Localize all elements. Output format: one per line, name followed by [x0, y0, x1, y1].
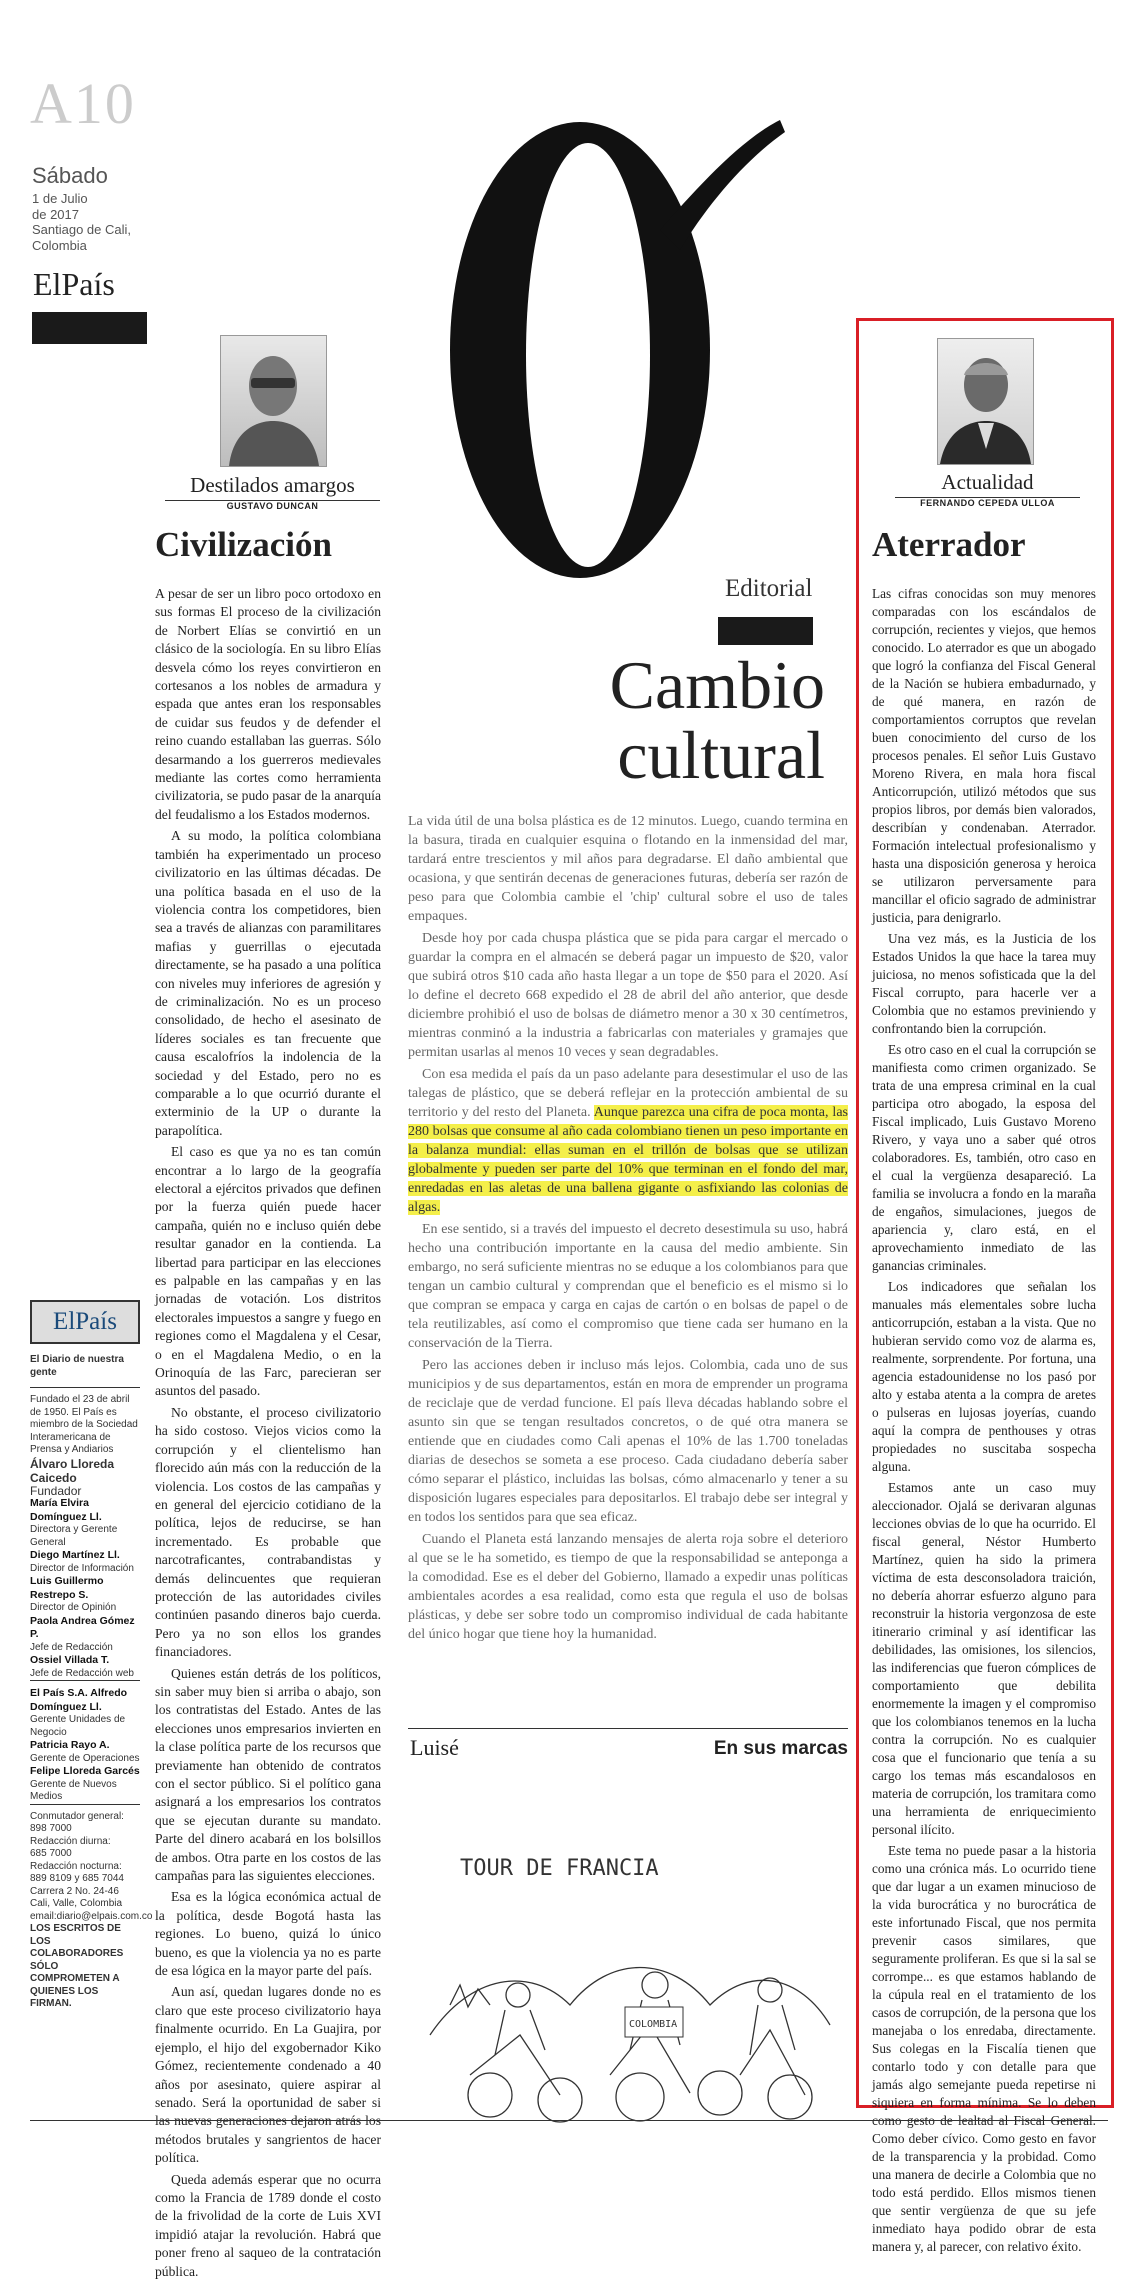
date-line1: 1 de Julio	[32, 191, 88, 206]
founding-line: de 1950. El País es	[30, 1406, 117, 1418]
staff-name: Ossiel Villada T.	[30, 1654, 110, 1666]
contact-line: 685 7000	[30, 1848, 72, 1859]
company-name: Felipe Lloreda Garcés	[30, 1765, 140, 1777]
author-photo-duncan	[220, 335, 327, 467]
paragraph: Aun así, quedan lugares donde no es claro que este proceso civilizatorio haya finalmente ocurrido. En La Guajira, por ejemplo, el hijo del exgobernador Kiko Gómez, recientemente condenado a 40 años por asesinato, quiere aspirar al senado. Será la oportunidad de saber si las nuevas generaciones dejaron atrás los métodos brutales y sangrientos de hacer política.	[155, 1984, 381, 2166]
paragraph: El caso es que ya no es tan común encontrar a lo largo de la geografía electoral a ejércitos privados que definen por la fuerza quién puede hacer campaña, quién no e incluso quién debe resultar ganador en la contienda. La libertad para participar en las elecciones es palpable en las campañas y en las jornadas de votación. Los distritos electorales impuestos a sangre y fuego en regiones como el Magdalena y el Cesar, o en el Magdalena Medio, o en la Orinoquía de las Farc, parecieran ser asuntos del pasado.	[155, 1144, 381, 1399]
company-role: Gerente de Nuevos Medios	[30, 1778, 117, 1802]
founding-line: miembro de la Sociedad	[30, 1419, 138, 1430]
staff-role: Jefe de Redacción	[30, 1641, 113, 1653]
paragraph: En ese sentido, si a través del impuesto el decreto desestimula su uso, habrá hecho una contribución importante en la causa del medio ambiente. Sin embargo, no será suficiente mientras no se eduque a los colombianos para que tengan un cambio cultural y comprendan que el beneficio es el mismo si lo que compran se empaca y carga en cajas de cartón o en bolsas de papel o de tela reutilizables, así como el compromiso que tiene cada ser humano en la conservación de la Tierra.	[408, 1222, 848, 1351]
paragraph: Los indicadores que señalan los manuales más elementales sobre lucha anticorrupción, estaban a la vista. Que no hubieran servido como voz de alarma es, realmente, sorprendente. Por fortuna, una agencia estadounidense no los pasó por alto y estaba atenta a la compra de aretes o pulseras en lujosas joyerías, cuando aquí la compra de penthouses y otras propiedades no suscitaba sospecha alguna.	[872, 1279, 1096, 1474]
staff-role: Directora y Gerente General	[30, 1524, 118, 1548]
cartoon-artist: Luisé	[410, 1735, 459, 1760]
column-name-right: Actualidad	[941, 470, 1034, 494]
sidebar-logo: ElPaís	[30, 1300, 140, 1344]
paragraph: Pero las acciones deben ir incluso más lejos. Colombia, cada uno de sus municipios y de sus departamentos, están en mora de emprender un programa de reciclaje que de verdad funcione. El país lleva décadas hablando sobre el asunto sin que se tengan resultados concretos, o de qué otra manera se entiende que en ciudades como Cali apenas el 10% de las 1.700 toneladas diarias de desechos se someta a ese proceso. Cada ciudadano debería saber cómo separar el plástico, incluidas las bolsas, cómo almacenarlo y tener a su disposición lugares especiales para depositarlos. El trabajo debe ser integral y en todos los sentidos para que sea eficaz.	[408, 1358, 848, 1525]
page-number: A10	[30, 71, 136, 136]
author-left: GUSTAVO DUNCAN	[226, 501, 319, 511]
contact-line: Cali, Valle, Colombia	[30, 1898, 123, 1909]
date-country: Colombia	[32, 237, 87, 253]
founder-name: Álvaro Lloreda Caicedo	[30, 1456, 115, 1485]
paragraph-text: Con esa medida el país da un paso adelante para desestimular el uso de las talegas de plástico, que se deberá reflejar en la protección ambiental de su territorio y del resto del Planeta.	[408, 1067, 848, 1120]
staff-name: María Elvira Domínguez Ll.	[30, 1497, 102, 1523]
cartoon-image	[410, 1775, 848, 2135]
company-role: Gerente de Operaciones	[30, 1752, 140, 1764]
contact-line: 889 8109 y 685 7044	[30, 1873, 124, 1884]
paragraph: A su modo, la política colombiana también ha experimentado un proceso civilizatorio en las últimas décadas. De una política basada en el uso de la violencia contra los competidores, bien sea a través de alianzas con paramilitares mafias y guerrillas o ejecutada directamente, se ha pasado a una política con niveles muy inferiores de agresión y de criminalización. No es un proceso consolidado, de hecho el asesinato de líderes sociales es tan frecuente que causa escalofríos la indolencia de la sociedad y del Estado, pero no es comparable a lo que ocurrió durante el exterminio de la UP o durante la parapolítica.	[155, 828, 381, 1138]
cyclists-cartoon-icon	[410, 1775, 848, 2135]
paragraph: La vida útil de una bolsa plástica es de 12 minutos. Luego, cuando termina en la basura, tirada en cualquier esquina o flotando en la inmensidad del mar, tardará entre trescientos y mil años para degradarse. El daño ambiental que ocasiona, y que sentirán decenas de generaciones futuras, debería ser razón de peso para que Colombia cambie el 'chip' cultural sobre el uso de tales empaques.	[408, 814, 848, 924]
paragraph: Es otro caso en el cual la corrupción se manifiesta como crimen organizado. Se trata de una empresa criminal en la cual participa otro abogado, la esposa del Fiscal implicado, Luis Gustavo Moreno Rivero, y vaya uno a saber qué otros colaboradores. Es, también, otro caso en el cual la vergüenza desapareció. La familia se involucra a fondo en la maraña de engaños, simulaciones, juegos de apariencia y, claro está, en el aprovechamiento inmediato de las ganancias criminales.	[872, 1042, 1096, 1273]
cartoon-title: En sus marcas	[713, 1738, 848, 1759]
paragraph: Queda además esperar que no ocurra como la Francia de 1789 donde el costo de la frivolidad de la corte de Luis XVI impidió atajar la revolución. Habrá que poner freno al saqueo de la contratación pública.	[155, 2171, 381, 2279]
founder	[30, 1457, 140, 1498]
staff-entry	[30, 1575, 140, 1615]
company-entry	[30, 1739, 140, 1765]
company-role: Gerente Unidades de Negocio	[30, 1714, 126, 1738]
page-bottom-rule	[30, 2120, 1108, 2121]
founding-line: Fundado el 23 de abril	[30, 1394, 130, 1405]
o-glyph-svg	[395, 80, 785, 600]
contact-line: Conmutador general:	[30, 1810, 124, 1822]
contact-line: Redacción nocturna:	[30, 1860, 122, 1872]
paragraph: Cuando el Planeta está lanzando mensajes de alerta roja sobre el deterioro al que se le ha sometido, es tiempo de que la responsabilidad se anteponga a la comodidad. Ese es el deber del Gobierno, llamado a expedir unas políticas ambientales acordes a esa realidad, como esta que regula el uso de bolsas plásticas, y debe ser sobre todo un compromiso individual de cada habitante del único hogar que tiene hoy la humanidad.	[408, 1532, 848, 1642]
company-name: El País S.A. Alfredo Domínguez Ll.	[30, 1687, 128, 1713]
staff-name: Luis Guillermo Restrepo S.	[30, 1575, 104, 1601]
author-portrait-icon	[938, 339, 1033, 464]
author-right: FERNANDO CEPEDA ULLOA	[920, 498, 1055, 508]
date-city: Santiago de Cali,	[32, 222, 132, 237]
highlighted-text: Aunque parezca una cifra de poca monta, las 280 bolsas que consume al año cada colombiano tienen un peso importante en la balanza mundial: ellas suman en el trillón de bolsas que se utilizan globalmente y pueden ser parte del 10% que terminan en el fondo del mar, enredadas en las aletas de una ballena gigante o asfixiando las colonias de algas.	[408, 1105, 848, 1215]
paragraph: Este tema no puede pasar a la historia como una crónica más. Lo ocurrido tiene que dar lugar a un examen minucioso de la vida burocrática y no burocrática de este infortunado Fiscal, que nos permita prevenir casos similares, que seguramente proliferan. Es que si la sal se corrompe... es que estamos hablando de la cúpula real en el tratamiento de los casos de corrupción, de la persona que los manejaba o los enredaba, directamente. Sus colegas en la Fiscalía tienen que contarlo todo y con detalle para que jamás algo semejante pueda repetirse ni siquiera en forma mínima. Se lo deben como gesto de lealtad al Fiscal General. Como deber cívico. Como gesto en favor de la transparencia y la probidad. Como una manera de decirle a Colombia que no todo está perdido. Ellos mismos tienen que sentir vergüenza de que su jefe inmediato haya podido obrar de esta manera y, al parecer, con relativo éxito.	[872, 1843, 1096, 2254]
cartoon-rule	[408, 1728, 848, 1729]
date-day: Sábado	[32, 163, 108, 188]
column-name-left: Destilados amargos	[190, 473, 355, 497]
staff-entry	[30, 1497, 140, 1549]
article-body-right	[872, 585, 1096, 2259]
editorial-kicker: Editorial	[725, 575, 813, 602]
staff-entry	[30, 1615, 140, 1655]
sidebar-info	[30, 1300, 153, 2011]
staff-role: Director de Opinión	[30, 1602, 117, 1613]
paragraph: A pesar de ser un libro poco ortodoxo en sus formas El proceso de la civilización de Norbert Elías se convirtió en un clásico de la sociología. En su libro Elías desvela cómo los reyes convirtieron en cortesanos a los nobles de armadura y espada que antes eran los responsables de cuidar sus feudos y de defender el reino cuando estallaban las guerras. Sólo desarmando a los guerreros medievales mediante las cortes como herramienta civilizatoria, se pudo pasar de la anarquía del feudalismo a los Estados modernos.	[155, 586, 381, 822]
founding-line: Prensa y Andiarios	[30, 1444, 114, 1455]
paragraph: Desde hoy por cada chuspa plástica que se pida para cargar el mercado o guardar la compra en el almacén se deberá pagar un impuesto de $20, valor que subirá otros $10 cada año hasta llegar a un tope de $50 para el 2020. Así lo define el decreto 668 expedido el 28 de abril del año anterior, que desde diciembre prohibió el uso de bolsas de diámetro menor a 30 x 30 centímetros, mientras conminó a la industria a fabricarlas con materiales y gramajes que permitan usarlas al menos 10 veces y sean degradables.	[408, 931, 848, 1060]
disclaimer: LOS ESCRITOS DE LOS COLABORADORES SÓLO COMPROMETEN A QUIENES LOS FIRMAN.	[30, 1923, 124, 2009]
paragraph: Esa es la lógica económica actual de la política, desde Bogotá hasta las regiones. Lo bueno, quizá lo único bueno, es que la violencia ya no es parte de esa lógica en la mayor parte del país.	[155, 1889, 381, 1979]
headline-left: Civilización	[155, 525, 332, 564]
section-o-glyph	[395, 80, 785, 600]
paragraph: Las cifras conocidas son muy menores comparadas con los escándalos de corrupción, recientes y viejos, que hemos conocido. Lo aterrador es que un abogado que logró la confianza del Fiscal General de la Nación se hubiera embadurnado, y de qué manera, en razón de comportamientos corruptos que revelan buen conocimiento del curso de los procesos penales. El señor Luis Gustavo Moreno Rivera, en mala hora fiscal Anticorrupción, utilizó métodos que sus propios libros, por demás bien valorados, describían y condenaban. Aterrador. Formación intelectual profesionalismo y hasta una disposición generosa y heroica se utilizaron perversamente para mancillar el oficio sagrado de administrar justicia, para denigrarlo.	[872, 586, 1096, 925]
cartoon-caption: TOUR DE FRANCIA	[460, 1856, 659, 1881]
contact-line: 898 7000	[30, 1823, 72, 1834]
paragraph: No obstante, el proceso civilizatorio ha sido costoso. Viejos vicios como la corrupción y el clientelismo han florecido aún más con la reducción de la violencia. Los costos de las campañas y en general del ejercicio cotidiano de la política, lejos de reducirse, se han incrementado. Es probable que narcotraficantes, contrabandistas y demás delincuentes que requieran protección de las autoridades civiles continúen pasando dineros bajo cuerda. Pero ya no son ellos los grandes financiadores.	[155, 1404, 381, 1660]
staff-role: Jefe de Redacción web	[30, 1667, 134, 1679]
paragraph: Una vez más, es la Justicia de los Estados Unidos la que hace la tarea muy juiciosa, no menos sofisticada que la del Fiscal corrupto, para hacerle ver a Colombia que no estamos previniendo y confrontando bien la corrupción.	[872, 931, 1096, 1036]
date-block	[32, 163, 131, 253]
staff-name: Diego Martínez Ll.	[30, 1549, 120, 1561]
paragraph-highlighted	[408, 1065, 848, 1217]
staff-name: Paola Andrea Gómez P.	[30, 1614, 135, 1640]
article-body-left	[155, 585, 381, 2284]
date-line2: de 2017	[32, 206, 79, 222]
headline-line: cultural	[617, 717, 825, 793]
company-name: Patricia Rayo A.	[30, 1739, 110, 1751]
founder-role: Fundador	[30, 1483, 82, 1498]
contact-line: Carrera 2 No. 24-46	[30, 1885, 119, 1897]
staff-role: Director de Información	[30, 1562, 134, 1574]
editorial-black-bar	[718, 617, 813, 645]
editorial-body	[408, 812, 848, 1647]
sidebar-tagline: El Diario de nuestra gente	[30, 1354, 124, 1378]
jersey-text: COLOMBIA	[629, 2019, 678, 2030]
founding-line: Interamericana de	[30, 1431, 111, 1443]
staff-entry	[30, 1654, 140, 1680]
author-portrait-icon	[221, 336, 326, 466]
contact-line: email:diario@elpais.com.co	[30, 1910, 153, 1922]
masthead-black-bar	[32, 312, 147, 344]
staff-entry	[30, 1549, 140, 1575]
headline-right: Aterrador	[872, 525, 1026, 564]
contact-line: Redacción diurna:	[30, 1835, 111, 1847]
founding-note	[30, 1387, 140, 1457]
contact-block	[30, 1804, 153, 1924]
editorial-headline	[560, 647, 825, 793]
paragraph: Estamos ante un caso muy aleccionador. Ojalá se derivaran algunas lecciones obvias de lo que ha ocurrido. El fiscal general, Néstor Humberto Martínez, quien ha sido la primera víctima de esta desconsoladora traición, no debería ahorrar esfuerzo alguno para reconstruir la historia vergonzosa de este itinerario criminal y así identificar las debilidades, las omisiones, los silencios, las indiferencias que fueron cómplices de comportamiento que debilita enormemente la imagen y el compromiso que los colombianos tenemos en la lucha contra la corrupción. No es cualquier cosa que el funcionario que tenía a su cargo los temas más escandalosos en materia de corrupción, los tramitara como una herramienta de enriquecimiento personal ilícito.	[872, 1480, 1096, 1837]
paragraph: Quienes están detrás de los políticos, sin saber muy bien si arriba o abajo, son los contratistas del Estado. Antes de las elecciones unos empresarios invierten en la clase política parte de los recursos que previamente han obtenido de contratos con el sector público. Si el político gana asignará a los empresarios los contratos que se ejecutan durante su mandato. Parte del dinero acabará en los bolsillos de ambos. Otra parte en los costos de las campañas para las siguientes elecciones.	[155, 1665, 381, 1884]
company-entry	[30, 1680, 140, 1739]
company-entry	[30, 1765, 140, 1804]
headline-line: Cambio	[609, 647, 825, 723]
masthead-logo: ElPaís	[33, 266, 115, 302]
author-photo-cepeda	[937, 338, 1034, 465]
